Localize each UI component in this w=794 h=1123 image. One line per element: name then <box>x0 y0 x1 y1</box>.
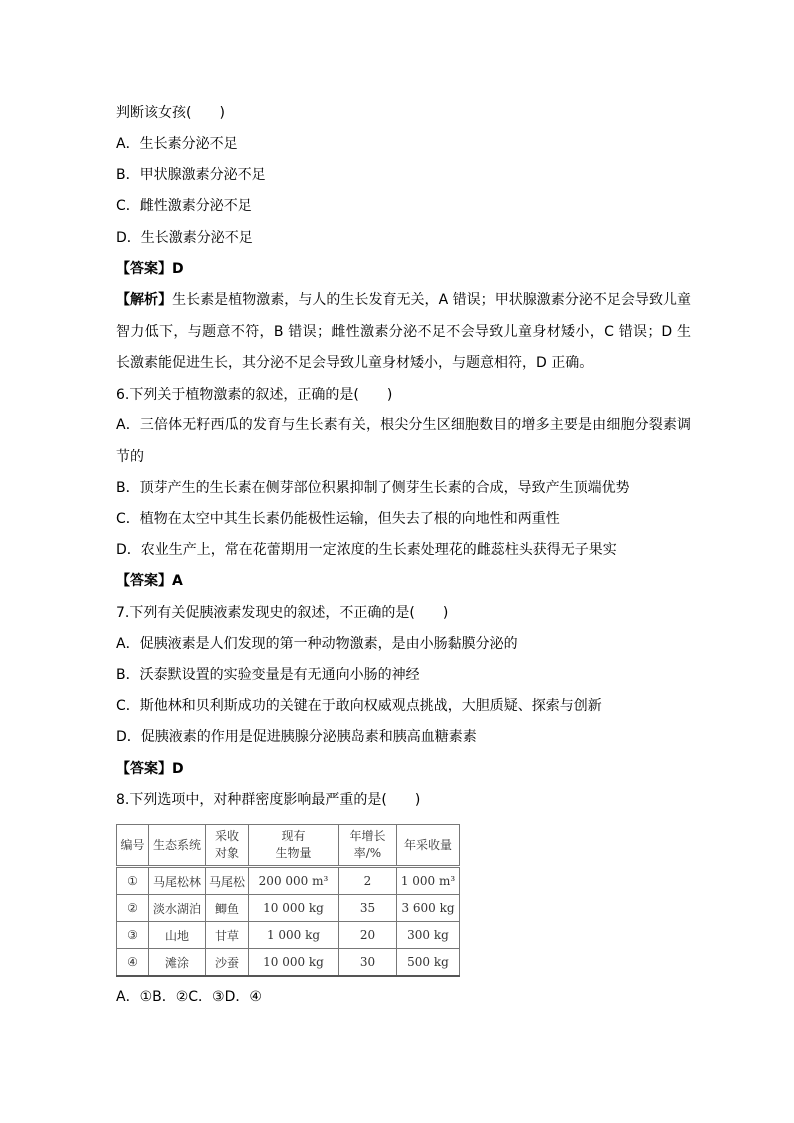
table-row <box>117 922 460 949</box>
table-cell: 10 000 kg <box>249 895 339 922</box>
q7-option-b: B．沃泰默设置的实验变量是有无通向小肠的神经 <box>116 667 420 683</box>
table-cell: ④ <box>117 949 149 977</box>
table-header-cell: 采收 对象 <box>206 825 249 867</box>
table-cell: ③ <box>117 922 149 949</box>
table-row <box>117 895 460 922</box>
q5-analysis <box>116 285 691 380</box>
table-cell: 300 kg <box>397 922 460 949</box>
table-cell: 马尾松 <box>206 867 249 895</box>
table-cell: 马尾松林 <box>149 867 206 895</box>
q5-option-b: B．甲状腺激素分泌不足 <box>116 167 266 183</box>
table-cell: 30 <box>339 949 397 977</box>
table-cell: 鲫鱼 <box>206 895 249 922</box>
table-cell: 1 000 kg <box>249 922 339 949</box>
table-cell: 2 <box>339 867 397 895</box>
table-header-cell: 年采收量 <box>397 825 460 867</box>
table-cell: 200 000 m³ <box>249 867 339 895</box>
table-row <box>117 867 460 895</box>
q8-options: A．①B．②C．③D．④ <box>116 989 262 1005</box>
q5-answer: 【答案】D <box>116 261 184 277</box>
table-header-cell: 现有 生物量 <box>249 825 339 867</box>
table-cell: 10 000 kg <box>249 949 339 977</box>
q6-option-b: B．顶芽产生的生长素在侧芽部位积累抑制了侧芽生长素的合成，导致产生顶端优势 <box>116 480 630 496</box>
q5-option-a: A．生长素分泌不足 <box>116 136 238 152</box>
table-cell: 1 000 m³ <box>397 867 460 895</box>
q8-table <box>116 824 460 977</box>
table-header-cell: 生态系统 <box>149 825 206 867</box>
table-header-cell: 编号 <box>117 825 149 867</box>
table-cell: 3 600 kg <box>397 895 460 922</box>
table-cell: 35 <box>339 895 397 922</box>
table-cell: 山地 <box>149 922 206 949</box>
q5-stem-tail: 判断该女孩( ) <box>116 105 225 121</box>
q5-analysis-text: 生长素是植物激素，与人的生长发育无关，A 错误；甲状腺激素分泌不足会导致儿童智力低下，与题意不符，B 错误；雌性激素分泌不足不会导致儿童身材矮小，C 错误；D 生长激素能促进生长，其分泌不足会导致儿童身材矮小，与题意相符，D 正确。 <box>116 292 692 371</box>
q7-answer: 【答案】D <box>116 761 184 777</box>
q6-option-d: D．农业生产上，常在花蕾期用一定浓度的生长素处理花的雌蕊柱头获得无子果实 <box>116 542 617 558</box>
q7-option-d: D．促胰液素的作用是促进胰腺分泌胰岛素和胰高血糖素素 <box>116 729 477 745</box>
table-cell: 500 kg <box>397 949 460 977</box>
q6-answer: 【答案】A <box>116 573 183 589</box>
table-cell: 滩涂 <box>149 949 206 977</box>
table-cell: ① <box>117 867 149 895</box>
q6-stem: 6.下列关于植物激素的叙述，正确的是( ) <box>116 387 393 403</box>
q6-option-c: C．植物在太空中其生长素仍能极性运输，但失去了根的向地性和两重性 <box>116 511 560 527</box>
q7-option-c: C．斯他林和贝利斯成功的关键在于敢向权威观点挑战，大胆质疑、探索与创新 <box>116 698 602 714</box>
table-cell: 淡水湖泊 <box>149 895 206 922</box>
table-cell: 20 <box>339 922 397 949</box>
table-cell: ② <box>117 895 149 922</box>
q8-stem: 8.下列选项中，对种群密度影响最严重的是( ) <box>116 792 421 808</box>
q6-option-a: A．三倍体无籽西瓜的发育与生长素有关，根尖分生区细胞数目的增多主要是由细胞分裂素调节的 <box>116 417 691 465</box>
table-cell: 甘草 <box>206 922 249 949</box>
table-header-cell: 年增长 率/% <box>339 825 397 867</box>
q5-option-d: D．生长激素分泌不足 <box>116 230 253 246</box>
q5-analysis-label: 【解析】 <box>116 292 173 308</box>
table-header-row <box>117 825 460 867</box>
table-row <box>117 949 460 977</box>
q7-option-a: A．促胰液素是人们发现的第一种动物激素，是由小肠黏膜分泌的 <box>116 636 518 652</box>
table-cell: 沙蚕 <box>206 949 249 977</box>
q7-stem: 7.下列有关促胰液素发现史的叙述，不正确的是( ) <box>116 605 449 621</box>
q5-option-c: C．雌性激素分泌不足 <box>116 198 252 214</box>
